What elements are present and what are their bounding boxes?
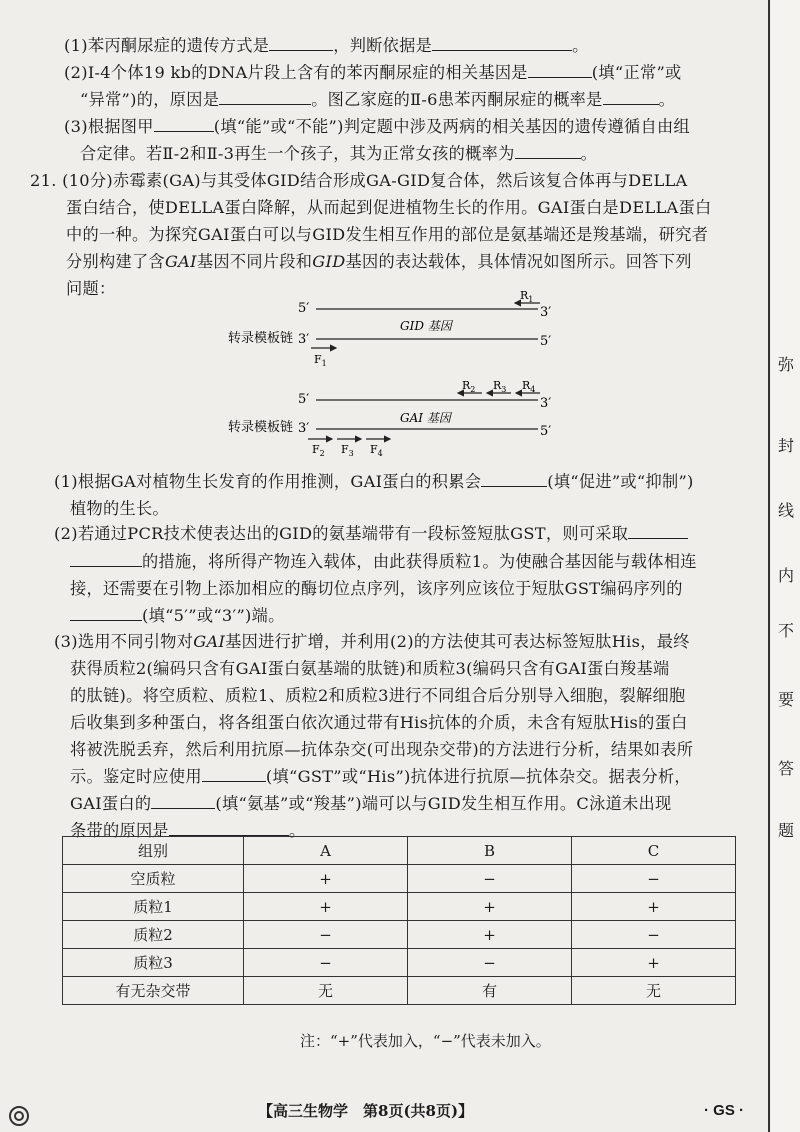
page-footer: 【高三生物学 第8页(共8页)】 <box>258 1102 474 1120</box>
table-header-cell: 组别 <box>63 837 244 865</box>
q21-stem-line3: 中的一种。为探究GAI蛋白可以与GID发生相互作用的部位是氨基端还是羧基端，研究者 <box>66 225 709 244</box>
seal-char: 弥 <box>777 355 794 374</box>
seal-line <box>768 0 770 1132</box>
seal-char: 线 <box>777 501 794 520</box>
table-cell: 空质粒 <box>63 865 244 893</box>
gid-gene-label: GID 基因 <box>400 319 452 333</box>
seal-char: 要 <box>777 690 794 709</box>
answer-blank[interactable] <box>219 86 311 105</box>
answer-blank[interactable] <box>628 520 688 539</box>
seal-char: 不 <box>777 621 794 640</box>
gid-template-label: 转录模板链 <box>228 331 294 346</box>
table-cell: − <box>244 949 408 977</box>
table-cell: 有 <box>408 977 572 1005</box>
q21-part1-line1: (1)根据GA对植物生长发育的作用推测，GAI蛋白的积累会 (填“促进”或“抑制”) <box>54 468 694 495</box>
gid-top-3prime: 3′ <box>540 305 552 320</box>
prev-q3-line1: (3)根据图甲 (填“能”或“不能”)判定题中涉及两病的相关基因的遗传遵循自由组 <box>64 113 690 140</box>
answer-blank[interactable] <box>603 86 659 105</box>
table-cell: − <box>572 921 736 949</box>
table-cell: 质粒2 <box>63 921 244 949</box>
q21-part2-line2: 的措施，将所得产物连入载体，由此获得质粒1。为使融合基因能与载体相连 <box>70 548 697 575</box>
table-note: 注：“+”代表加入，“−”代表未加入。 <box>300 1032 551 1050</box>
footer-code: · GS · <box>704 1102 744 1119</box>
gai-bottom-5prime: 5′ <box>540 424 552 439</box>
table-cell: − <box>572 865 736 893</box>
answer-blank[interactable] <box>202 763 266 782</box>
prev-q3-line2: 合定律。若Ⅱ-2和Ⅱ-3再生一个孩子，其为正常女孩的概率为 。 <box>80 140 597 167</box>
prev-q1: (1)苯丙酮尿症的遗传方式是 ，判断依据是 。 <box>64 32 589 59</box>
gai-top-3prime: 3′ <box>540 396 552 411</box>
table-cell: + <box>244 893 408 921</box>
gid-bottom-5prime: 5′ <box>540 334 552 349</box>
table-row <box>63 865 736 893</box>
answer-blank[interactable] <box>432 32 572 51</box>
table-header-cell: C <box>572 837 736 865</box>
q21-stem-line5: 问题： <box>66 279 116 298</box>
seal-char: 内 <box>777 566 794 585</box>
primer-f3-label: $F_3$ <box>341 443 354 458</box>
primer-r1-label: $R_1$ <box>520 289 534 304</box>
table-header-row <box>63 837 736 865</box>
table-cell: 无 <box>244 977 408 1005</box>
answer-blank[interactable] <box>151 790 215 809</box>
primer-f4-label: $F_4$ <box>370 443 383 458</box>
table-row <box>63 893 736 921</box>
primer-r4-label: $R_4$ <box>522 379 536 394</box>
table-header-cell: B <box>408 837 572 865</box>
table-cell: − <box>408 949 572 977</box>
gene-primer-diagram <box>200 285 580 465</box>
q21-part3-line4: 后收集到多种蛋白，将各组蛋白依次通过带有His抗体的介质，未含有短肽His的蛋白 <box>70 713 688 732</box>
table-cell: 质粒3 <box>63 949 244 977</box>
q21-part3-line6: 示。鉴定时应使用 (填“GST”或“His”)抗体进行抗原—抗体杂交。据表分析， <box>70 763 691 790</box>
table-row <box>63 949 736 977</box>
answer-blank[interactable] <box>528 59 592 78</box>
primer-f2-label: $F_2$ <box>312 443 325 458</box>
answer-blank[interactable] <box>515 140 581 159</box>
table-cell: + <box>408 921 572 949</box>
q21-part3-line7: GAI蛋白的 (填“氨基”或“羧基”)端可以与GID发生相互作用。C泳道未出现 <box>70 790 672 817</box>
table-header-cell: A <box>244 837 408 865</box>
q21-stem-line1: 21. (10分)赤霉素(GA)与其受体GID结合形成GA-GID复合体，然后该复合体再与DELLA <box>30 171 688 190</box>
table-cell: 质粒1 <box>63 893 244 921</box>
prev-q2-line2: “异常”)的，原因是 。图乙家庭的Ⅱ-6患苯丙酮尿症的概率是 。 <box>80 86 675 113</box>
q21-part2-line3: 接，还需要在引物上添加相应的酶切位点序列，该序列应该位于短肽GST编码序列的 <box>70 579 683 598</box>
q21-part2-line1: (2)若通过PCR技术使表达出的GID的氨基端带有一段标签短肽GST，则可采取 <box>54 520 688 547</box>
seal-char: 答 <box>777 759 794 778</box>
q21-stem-line4: 分别构建了含GAI基因不同片段和GID基因的表达载体，具体情况如图所示。回答下列 <box>66 252 692 271</box>
seal-char: 封 <box>777 436 794 455</box>
q21-part2-line4: (填“5′”或“3′”)端。 <box>70 602 285 629</box>
primer-r2-label: $R_2$ <box>462 379 476 394</box>
table-cell: 有无杂交带 <box>63 977 244 1005</box>
answer-blank[interactable] <box>70 548 142 567</box>
answer-blank[interactable] <box>269 32 333 51</box>
table-row <box>63 977 736 1005</box>
q21-part3-line1: (3)选用不同引物对GAI基因进行扩增，并利用(2)的方法使其可表达标签短肽His，最终 <box>54 632 690 651</box>
table-cell: + <box>244 865 408 893</box>
answer-blank[interactable] <box>70 602 142 621</box>
q21-stem-line2: 蛋白结合，使DELLA蛋白降解，从而起到促进植物生长的作用。GAI蛋白是DELLA蛋白 <box>66 198 712 217</box>
results-table <box>62 836 736 1005</box>
gai-gene-figure <box>228 379 551 458</box>
q21-part3-line3: 的肽链)。将空质粒、质粒1、质粒2和质粒3进行不同组合后分别导入细胞，裂解细胞 <box>70 686 686 705</box>
table-cell: − <box>408 865 572 893</box>
answer-blank[interactable] <box>481 468 547 487</box>
prev-q2-line1: (2)Ⅰ-4个体19 kb的DNA片段上含有的苯丙酮尿症的相关基因是 (填“正常”或 <box>64 59 682 86</box>
gai-template-label: 转录模板链 <box>228 420 294 435</box>
gid-top-5prime: 5′ <box>298 301 310 316</box>
gai-gene-label: GAI 基因 <box>400 411 451 425</box>
q21-part1-line2: 植物的生长。 <box>70 499 169 518</box>
q21-part3-line5: 将被洗脱丢弃，然后利用抗原—抗体杂交(可出现杂交带)的方法进行分析，结果如表所 <box>70 740 694 759</box>
gai-top-5prime: 5′ <box>298 392 310 407</box>
camera-scanner-icon <box>6 1104 32 1128</box>
gid-bottom-3prime: 3′ <box>298 332 310 347</box>
table-cell: + <box>572 893 736 921</box>
seal-char: 题 <box>777 821 794 840</box>
answer-blank[interactable] <box>169 817 289 836</box>
table-cell: − <box>244 921 408 949</box>
table-cell: + <box>572 949 736 977</box>
table-row <box>63 921 736 949</box>
gai-bottom-3prime: 3′ <box>298 421 310 436</box>
table-cell: + <box>408 893 572 921</box>
primer-f1-label: $F_1$ <box>314 353 327 368</box>
gid-gene-figure <box>228 289 551 368</box>
q21-part3-line8: 条带的原因是 。 <box>70 817 305 844</box>
table-cell: 无 <box>572 977 736 1005</box>
answer-blank[interactable] <box>154 113 214 132</box>
primer-r3-label: $R_3$ <box>493 379 507 394</box>
q21-part3-line2: 获得质粒2(编码只含有GAI蛋白氨基端的肽链)和质粒3(编码只含有GAI蛋白羧基端 <box>70 659 670 678</box>
